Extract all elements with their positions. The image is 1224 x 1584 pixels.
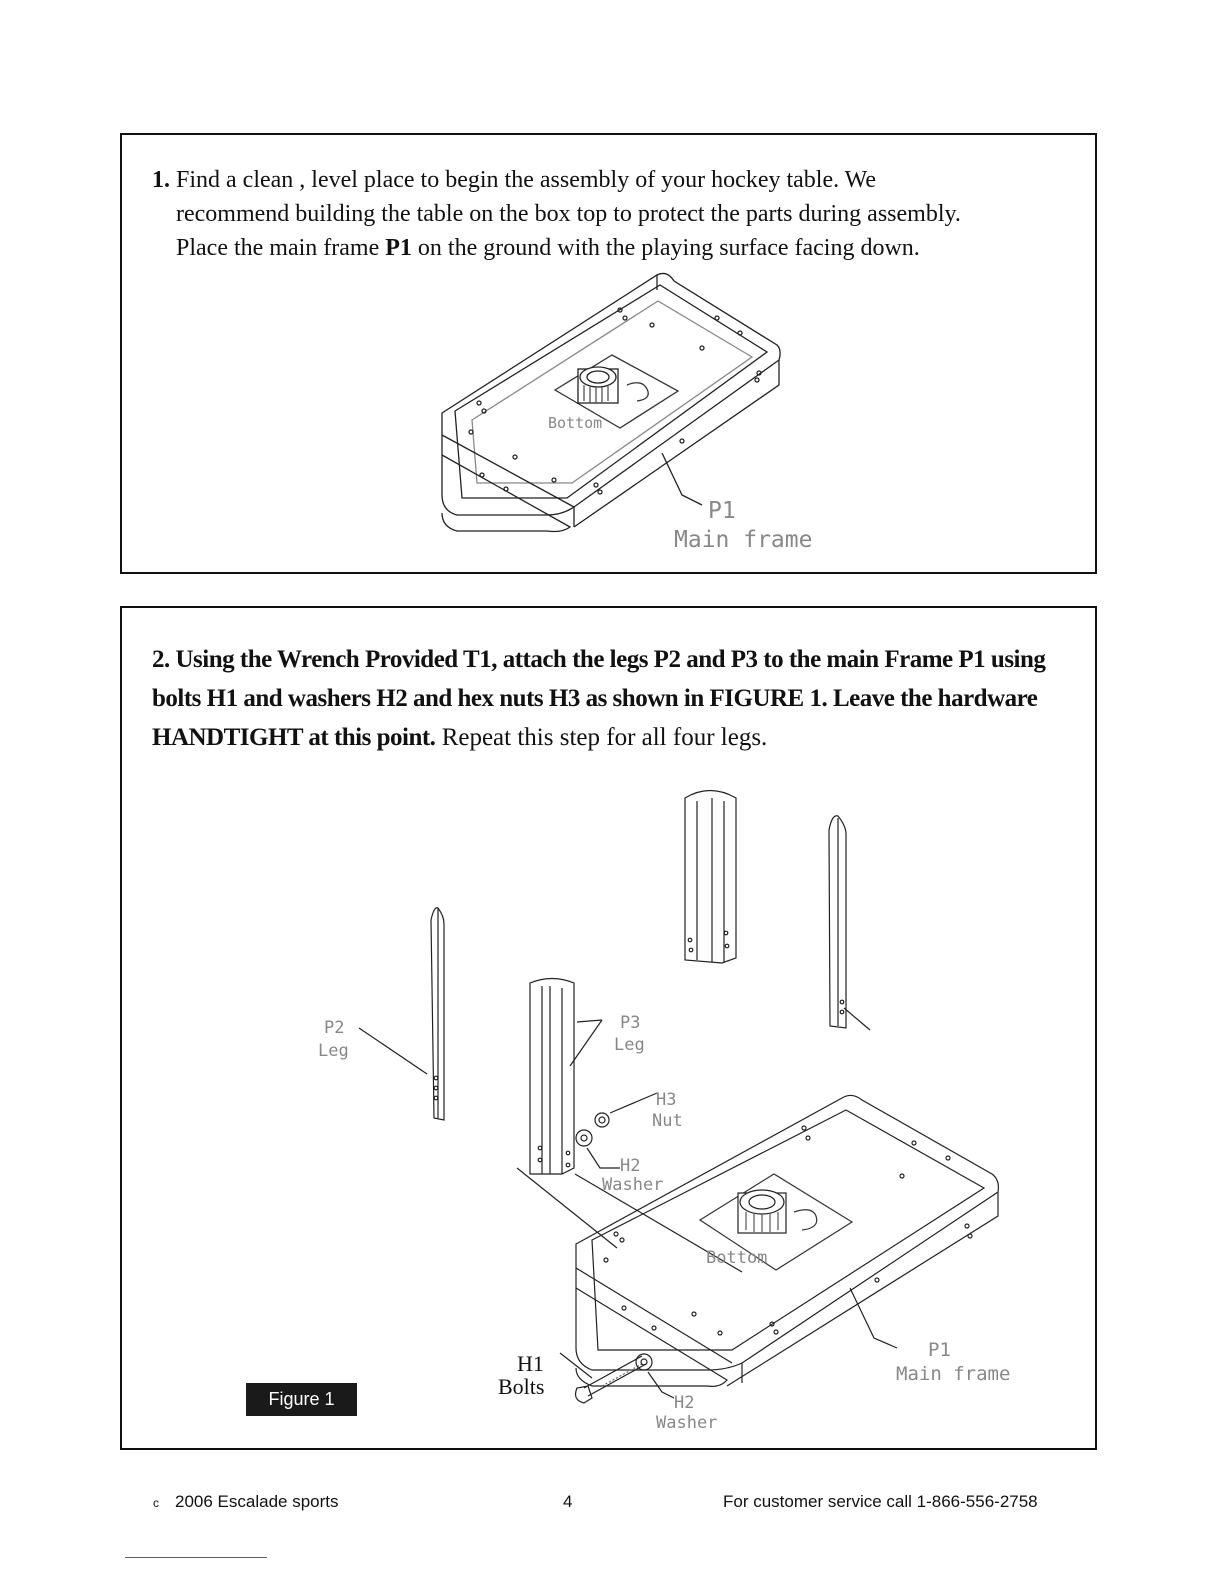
p3-name: Leg — [614, 1035, 645, 1055]
p2-label: P2 — [324, 1018, 345, 1038]
h2-label: H2 — [620, 1156, 641, 1176]
fan-blades — [580, 367, 616, 387]
step-1-line-3-pre: Place the main frame — [176, 235, 386, 261]
footer-rule — [125, 1557, 267, 1558]
hex-nut-h3 — [595, 1113, 609, 1127]
step-1-number: 1. — [152, 167, 170, 193]
p1-label: P1 — [928, 1339, 951, 1361]
footer-page-number: 4 — [563, 1492, 573, 1511]
leg-back-center — [685, 791, 736, 964]
step-1-line-1: Find a clean , level place to begin the assembly of your hockey table. We — [176, 167, 877, 193]
footer-copyright — [153, 1492, 339, 1512]
step-1-panel — [120, 133, 1097, 574]
leader-line — [662, 453, 702, 505]
bolt-h1 — [584, 1356, 646, 1396]
frame-p1-outer — [576, 1095, 998, 1370]
h3-label: H3 — [656, 1090, 677, 1110]
part-p1-name: Main frame — [674, 527, 813, 553]
h1-name: Bolts — [498, 1374, 545, 1399]
h2-lower-name: Washer — [656, 1413, 718, 1433]
p1-name: Main frame — [896, 1363, 1011, 1385]
step-1-part-code: P1 — [385, 235, 412, 261]
footer-service-phone: For customer service call 1-866-556-2758 — [723, 1492, 1038, 1511]
main-frame-diagram — [122, 135, 1099, 576]
step-2-panel — [120, 606, 1097, 1450]
step-1-line-2: recommend building the table on the box top to protect the parts during assembly. — [176, 201, 961, 227]
h2-name: Washer — [602, 1175, 664, 1195]
step-2-instructions-bold: 2. Using the Wrench Provided T1, attach the legs P2 and P3 to the main Frame P1 using bolts H1 and washers H2 and hex nuts H3 as shown in FIGURE 1. Leave the hardware HANDTIGHT at this point. — [152, 646, 1046, 751]
figure-1-badge: Figure 1 — [246, 1383, 357, 1416]
h2-lower-label: H2 — [674, 1393, 695, 1413]
bottom-label: Bottom — [548, 414, 603, 432]
leg-assembly-diagram — [122, 608, 1099, 1452]
h3-name: Nut — [652, 1111, 683, 1131]
copyright-symbol: c — [153, 1496, 159, 1510]
h1-label: H1 — [517, 1351, 544, 1376]
bottom-label-2: Bottom — [706, 1248, 768, 1268]
p3-label: P3 — [620, 1013, 641, 1033]
step-2-instructions-tail: Repeat this step for all four legs. — [435, 724, 768, 751]
copyright-text: 2006 Escalade sports — [175, 1492, 339, 1511]
step-1-line-3-post: on the ground with the playing surface facing down. — [411, 235, 920, 261]
washer-h2-lower — [636, 1354, 652, 1370]
p2-name: Leg — [318, 1041, 349, 1061]
leg-p3 — [530, 979, 574, 1175]
part-p1-label: P1 — [708, 498, 736, 524]
washer-h2-upper — [576, 1130, 592, 1146]
